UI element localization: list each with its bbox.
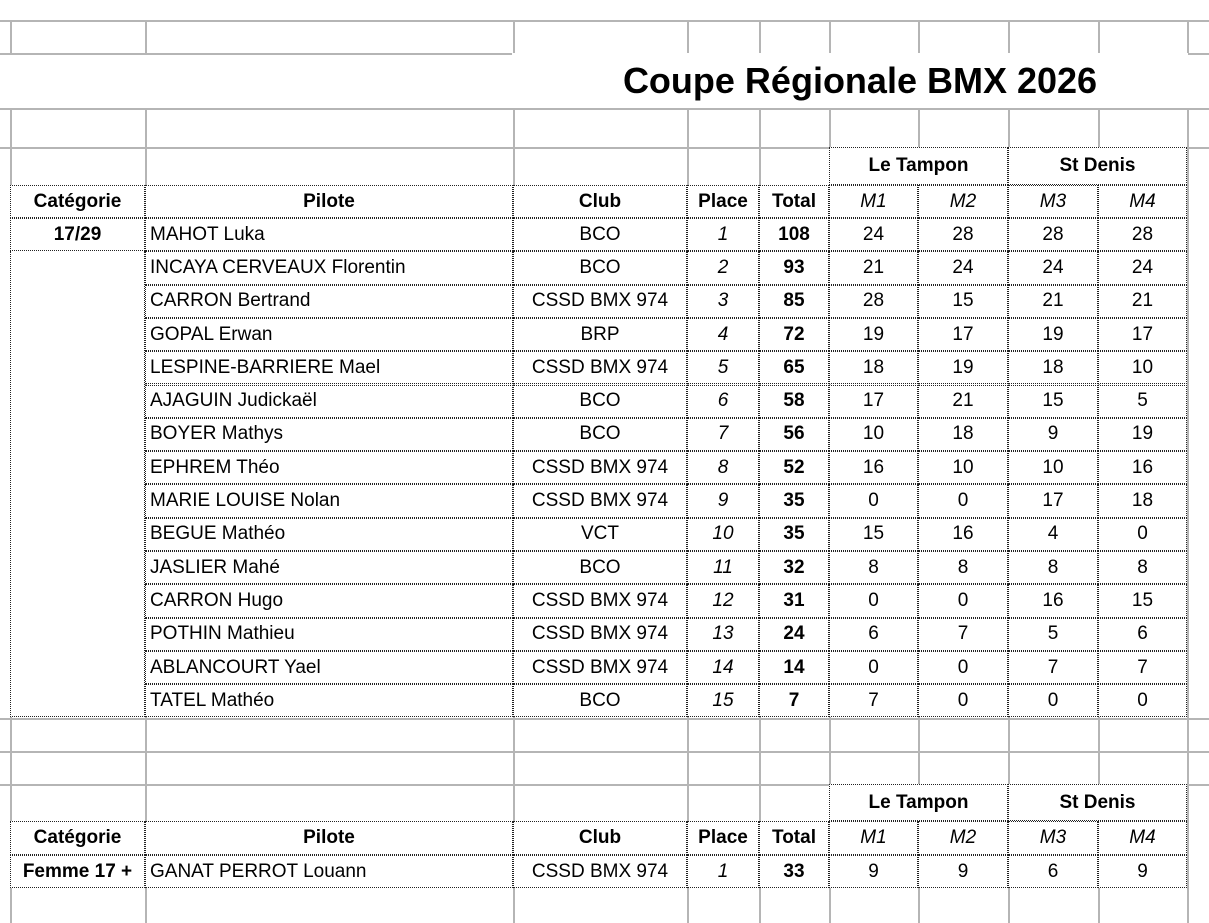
place: 13 xyxy=(687,618,759,651)
total-points: 32 xyxy=(759,551,829,584)
header-club: Club xyxy=(513,185,687,218)
rider-name: CARRON Hugo xyxy=(145,584,513,617)
score-m4: 0 xyxy=(1098,684,1187,717)
score-m1: 8 xyxy=(829,551,918,584)
score-m4: 9 xyxy=(1098,855,1187,888)
place: 4 xyxy=(687,318,759,351)
place: 8 xyxy=(687,451,759,484)
total-points: 85 xyxy=(759,285,829,318)
score-m3: 8 xyxy=(1008,551,1098,584)
score-m1: 15 xyxy=(829,518,918,551)
rider-name: LESPINE-BARRIERE Mael xyxy=(145,351,513,384)
header-category: Catégorie xyxy=(10,821,145,855)
score-m3: 5 xyxy=(1008,618,1098,651)
venue-header-st-denis: St Denis xyxy=(1008,784,1187,821)
club: BCO xyxy=(513,218,687,251)
score-m3: 7 xyxy=(1008,651,1098,684)
header-total: Total xyxy=(759,821,829,855)
score-m4: 10 xyxy=(1098,351,1187,384)
header-place: Place xyxy=(687,821,759,855)
score-m2: 0 xyxy=(918,651,1008,684)
score-m3: 4 xyxy=(1008,518,1098,551)
club: CSSD BMX 974 xyxy=(513,285,687,318)
score-m2: 7 xyxy=(918,618,1008,651)
header-m1: M1 xyxy=(829,821,918,855)
club: CSSD BMX 974 xyxy=(513,584,687,617)
score-m2: 0 xyxy=(918,584,1008,617)
score-m1: 24 xyxy=(829,218,918,251)
category-label: Femme 17 + xyxy=(10,855,145,888)
rider-name: CARRON Bertrand xyxy=(145,285,513,318)
club: VCT xyxy=(513,518,687,551)
score-m4: 8 xyxy=(1098,551,1187,584)
score-m1: 0 xyxy=(829,584,918,617)
category-label: 17/29 xyxy=(10,218,145,251)
total-points: 14 xyxy=(759,651,829,684)
score-m3: 10 xyxy=(1008,451,1098,484)
score-m2: 8 xyxy=(918,551,1008,584)
score-m3: 17 xyxy=(1008,484,1098,517)
page-title: Coupe Régionale BMX 2026 xyxy=(512,53,1188,108)
rider-name: INCAYA CERVEAUX Florentin xyxy=(145,251,513,284)
score-m1: 16 xyxy=(829,451,918,484)
score-m3: 18 xyxy=(1008,351,1098,384)
header-m4: M4 xyxy=(1098,185,1187,218)
club: CSSD BMX 974 xyxy=(513,855,687,888)
score-m1: 7 xyxy=(829,684,918,717)
place: 3 xyxy=(687,285,759,318)
place: 1 xyxy=(687,218,759,251)
total-points: 52 xyxy=(759,451,829,484)
score-m2: 17 xyxy=(918,318,1008,351)
total-points: 93 xyxy=(759,251,829,284)
header-m3: M3 xyxy=(1008,185,1098,218)
rider-name: MAHOT Luka xyxy=(145,218,513,251)
rider-name: BOYER Mathys xyxy=(145,418,513,451)
club: CSSD BMX 974 xyxy=(513,451,687,484)
score-m4: 15 xyxy=(1098,584,1187,617)
venue-header-st-denis: St Denis xyxy=(1008,147,1187,185)
score-m2: 0 xyxy=(918,684,1008,717)
header-rider: Pilote xyxy=(145,185,513,218)
rider-name: JASLIER Mahé xyxy=(145,551,513,584)
score-m4: 0 xyxy=(1098,518,1187,551)
rider-name: MARIE LOUISE Nolan xyxy=(145,484,513,517)
score-m2: 28 xyxy=(918,218,1008,251)
score-m2: 9 xyxy=(918,855,1008,888)
rider-name: GOPAL Erwan xyxy=(145,318,513,351)
score-m3: 9 xyxy=(1008,418,1098,451)
score-m4: 28 xyxy=(1098,218,1187,251)
score-m3: 24 xyxy=(1008,251,1098,284)
club: CSSD BMX 974 xyxy=(513,351,687,384)
category-span xyxy=(10,251,145,717)
score-m1: 10 xyxy=(829,418,918,451)
total-points: 24 xyxy=(759,618,829,651)
score-m1: 21 xyxy=(829,251,918,284)
score-m1: 9 xyxy=(829,855,918,888)
score-m3: 28 xyxy=(1008,218,1098,251)
score-m4: 17 xyxy=(1098,318,1187,351)
score-m3: 16 xyxy=(1008,584,1098,617)
place: 6 xyxy=(687,385,759,418)
place: 12 xyxy=(687,584,759,617)
score-m1: 18 xyxy=(829,351,918,384)
score-m3: 15 xyxy=(1008,385,1098,418)
score-m2: 0 xyxy=(918,484,1008,517)
rider-name: GANAT PERROT Louann xyxy=(145,855,513,888)
place: 15 xyxy=(687,684,759,717)
header-rider: Pilote xyxy=(145,821,513,855)
score-m2: 19 xyxy=(918,351,1008,384)
score-m4: 16 xyxy=(1098,451,1187,484)
place: 9 xyxy=(687,484,759,517)
rider-name: POTHIN Mathieu xyxy=(145,618,513,651)
total-points: 65 xyxy=(759,351,829,384)
total-points: 33 xyxy=(759,855,829,888)
club: BCO xyxy=(513,551,687,584)
score-m4: 7 xyxy=(1098,651,1187,684)
score-m3: 0 xyxy=(1008,684,1098,717)
place: 5 xyxy=(687,351,759,384)
score-m2: 18 xyxy=(918,418,1008,451)
score-m4: 18 xyxy=(1098,484,1187,517)
header-total: Total xyxy=(759,185,829,218)
place: 2 xyxy=(687,251,759,284)
club: BCO xyxy=(513,251,687,284)
score-m3: 19 xyxy=(1008,318,1098,351)
score-m1: 0 xyxy=(829,651,918,684)
score-m1: 17 xyxy=(829,385,918,418)
score-m2: 15 xyxy=(918,285,1008,318)
place: 10 xyxy=(687,518,759,551)
score-m4: 24 xyxy=(1098,251,1187,284)
header-club: Club xyxy=(513,821,687,855)
total-points: 35 xyxy=(759,518,829,551)
rider-name: BEGUE Mathéo xyxy=(145,518,513,551)
header-m2: M2 xyxy=(918,821,1008,855)
place: 11 xyxy=(687,551,759,584)
header-m4: M4 xyxy=(1098,821,1187,855)
rider-name: EPHREM Théo xyxy=(145,451,513,484)
score-m4: 5 xyxy=(1098,385,1187,418)
club: BCO xyxy=(513,684,687,717)
total-points: 108 xyxy=(759,218,829,251)
club: CSSD BMX 974 xyxy=(513,618,687,651)
place: 14 xyxy=(687,651,759,684)
score-m2: 21 xyxy=(918,385,1008,418)
score-m1: 0 xyxy=(829,484,918,517)
header-m1: M1 xyxy=(829,185,918,218)
header-m2: M2 xyxy=(918,185,1008,218)
venue-header-le-tampon: Le Tampon xyxy=(829,147,1008,185)
score-m4: 6 xyxy=(1098,618,1187,651)
total-points: 58 xyxy=(759,385,829,418)
header-place: Place xyxy=(687,185,759,218)
header-category: Catégorie xyxy=(10,185,145,218)
club: CSSD BMX 974 xyxy=(513,651,687,684)
total-points: 56 xyxy=(759,418,829,451)
club: BCO xyxy=(513,385,687,418)
score-m4: 19 xyxy=(1098,418,1187,451)
score-m1: 19 xyxy=(829,318,918,351)
rider-name: AJAGUIN Judickaël xyxy=(145,385,513,418)
score-m3: 6 xyxy=(1008,855,1098,888)
rider-name: ABLANCOURT Yael xyxy=(145,651,513,684)
total-points: 72 xyxy=(759,318,829,351)
total-points: 31 xyxy=(759,584,829,617)
club: BCO xyxy=(513,418,687,451)
header-m3: M3 xyxy=(1008,821,1098,855)
score-m1: 6 xyxy=(829,618,918,651)
total-points: 7 xyxy=(759,684,829,717)
score-m2: 10 xyxy=(918,451,1008,484)
score-m4: 21 xyxy=(1098,285,1187,318)
place: 1 xyxy=(687,855,759,888)
total-points: 35 xyxy=(759,484,829,517)
club: CSSD BMX 974 xyxy=(513,484,687,517)
venue-header-le-tampon: Le Tampon xyxy=(829,784,1008,821)
score-m2: 16 xyxy=(918,518,1008,551)
score-m3: 21 xyxy=(1008,285,1098,318)
rider-name: TATEL Mathéo xyxy=(145,684,513,717)
score-m1: 28 xyxy=(829,285,918,318)
place: 7 xyxy=(687,418,759,451)
club: BRP xyxy=(513,318,687,351)
score-m2: 24 xyxy=(918,251,1008,284)
